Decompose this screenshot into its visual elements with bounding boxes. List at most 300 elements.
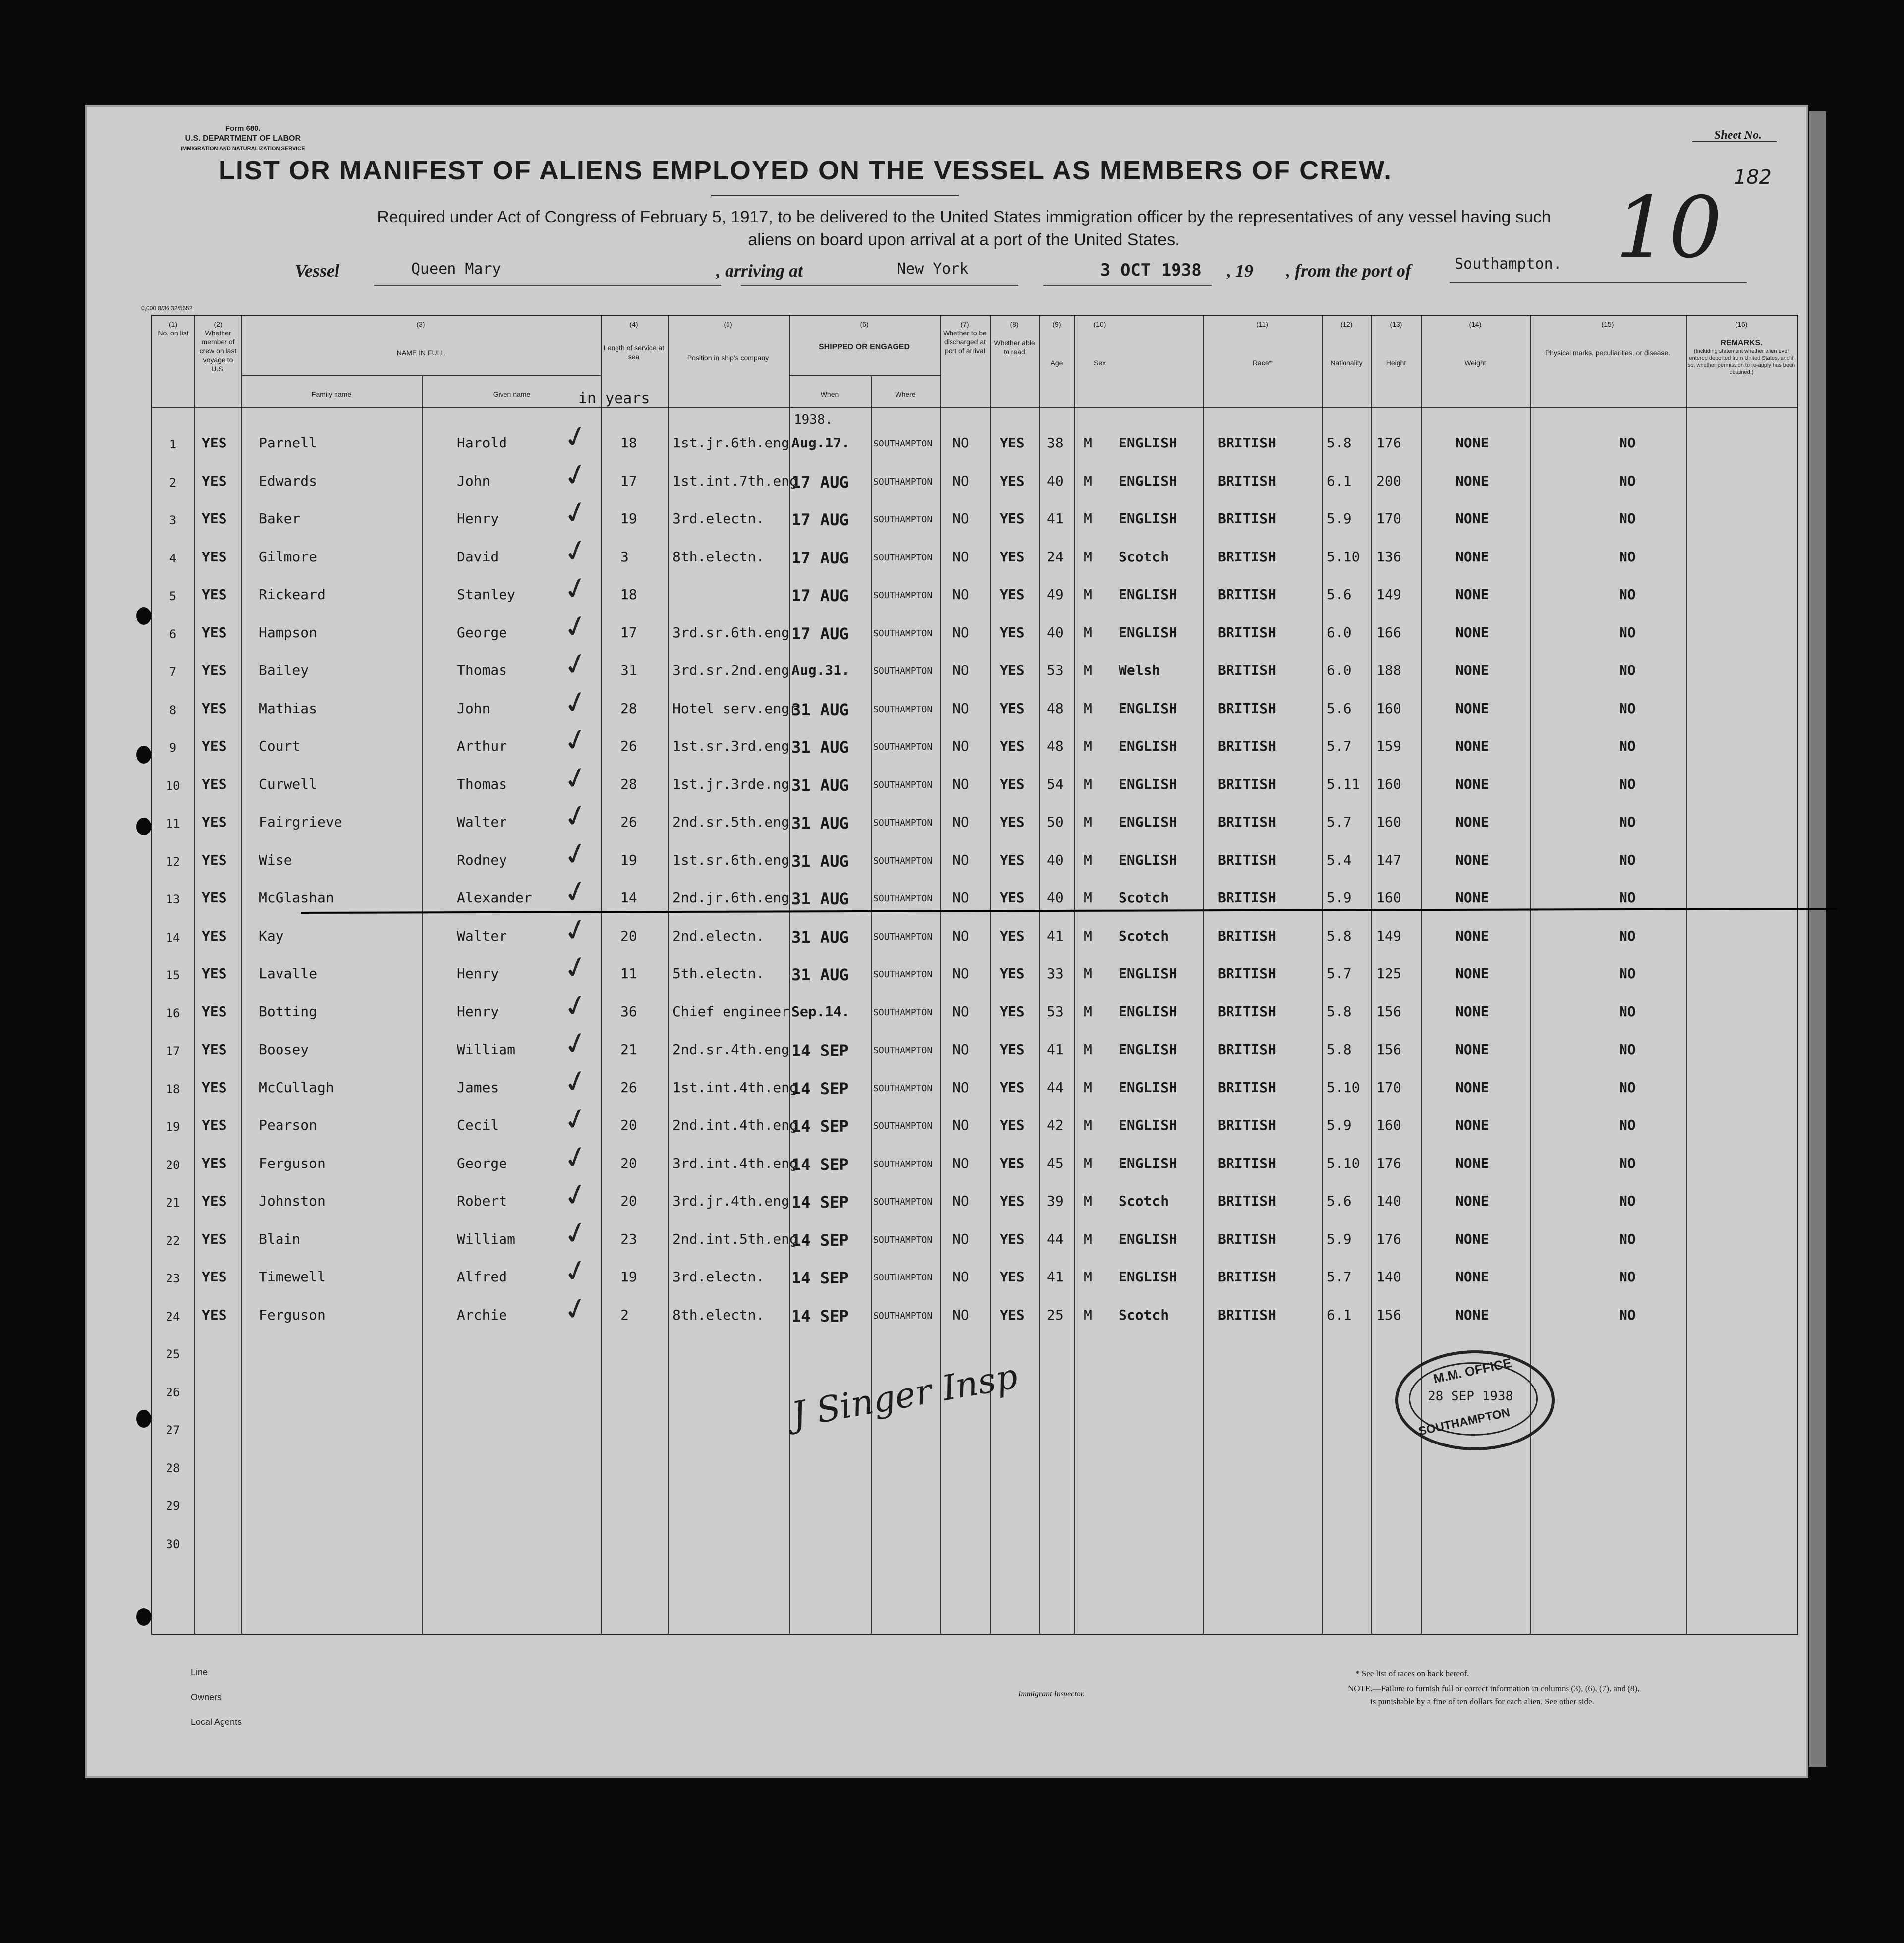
cell-height: 6.1 bbox=[1327, 472, 1352, 489]
cell-shipped-where: SOUTHAMPTON bbox=[873, 1197, 933, 1207]
cell-position: 2nd.sr.4th.eng bbox=[672, 1041, 790, 1057]
cell-height: 6.0 bbox=[1327, 624, 1352, 641]
cell-shipped-when: 31 AUG bbox=[791, 965, 849, 984]
cell-age: 33 bbox=[1047, 965, 1064, 982]
cell-crew-flag: YES bbox=[202, 624, 227, 641]
cell-physical-marks: NONE bbox=[1456, 738, 1489, 754]
cell-age: 45 bbox=[1047, 1155, 1064, 1171]
cell-crew-flag: YES bbox=[202, 1041, 227, 1057]
cell-discharged: NO bbox=[952, 889, 969, 906]
check-mark-icon: ✓ bbox=[559, 607, 593, 647]
row-number: 2 bbox=[169, 475, 177, 490]
cell-able-to-read: YES bbox=[1000, 851, 1025, 868]
cell-age: 48 bbox=[1047, 700, 1064, 717]
cell-position: 1st.int.7th.eng bbox=[672, 472, 798, 489]
col-divider bbox=[601, 316, 602, 1634]
cell-height: 5.6 bbox=[1327, 586, 1352, 603]
cell-remarks: NO bbox=[1619, 1269, 1636, 1285]
check-mark-icon: ✓ bbox=[559, 1061, 593, 1102]
cell-able-to-read: YES bbox=[1000, 472, 1025, 489]
cell-family-name: Botting bbox=[259, 1003, 318, 1020]
vessel-name: Queen Mary bbox=[411, 260, 501, 278]
cell-height: 5.8 bbox=[1327, 435, 1352, 451]
cell-shipped-where: SOUTHAMPTON bbox=[873, 1159, 933, 1169]
cell-remarks: NO bbox=[1619, 851, 1636, 868]
cell-position: 3rd.jr.4th.eng bbox=[672, 1193, 790, 1209]
punch-hole bbox=[136, 818, 151, 835]
cell-family-name: Bailey bbox=[259, 662, 309, 678]
cell-discharged: NO bbox=[952, 1306, 969, 1323]
cell-height: 5.8 bbox=[1327, 1041, 1352, 1057]
cell-able-to-read: YES bbox=[1000, 814, 1025, 830]
cell-family-name: Curwell bbox=[259, 776, 318, 792]
cell-able-to-read: YES bbox=[1000, 510, 1025, 527]
cell-discharged: NO bbox=[952, 472, 969, 489]
sheet-no-line bbox=[1692, 141, 1777, 142]
cell-sex: M bbox=[1084, 700, 1092, 717]
cell-crew-flag: YES bbox=[202, 435, 227, 451]
cell-service-years: 26 bbox=[620, 738, 637, 754]
cell-remarks: NO bbox=[1619, 472, 1636, 489]
document-subtitle bbox=[270, 206, 1658, 251]
cell-given-name: Henry bbox=[457, 1003, 499, 1020]
cell-nationality: BRITISH bbox=[1218, 1079, 1277, 1096]
cell-race: ENGLISH bbox=[1119, 1269, 1177, 1285]
cell-able-to-read: YES bbox=[1000, 1155, 1025, 1171]
cell-age: 44 bbox=[1047, 1079, 1064, 1096]
punch-hole bbox=[136, 746, 151, 764]
cell-weight: 125 bbox=[1376, 965, 1401, 982]
cell-shipped-when: 14 SEP bbox=[791, 1155, 849, 1174]
row-number: 24 bbox=[166, 1309, 180, 1324]
cell-physical-marks: NONE bbox=[1456, 1041, 1489, 1057]
cell-discharged: NO bbox=[952, 586, 969, 603]
cell-shipped-where: SOUTHAMPTON bbox=[873, 1310, 933, 1321]
cell-age: 24 bbox=[1047, 548, 1064, 565]
check-mark-icon: ✓ bbox=[559, 910, 593, 950]
cell-family-name: Fairgrieve bbox=[259, 814, 342, 830]
check-mark-icon: ✓ bbox=[559, 531, 593, 571]
cell-age: 40 bbox=[1047, 851, 1064, 868]
cell-age: 40 bbox=[1047, 889, 1064, 906]
cell-height: 5.10 bbox=[1327, 1155, 1360, 1171]
col-divider bbox=[194, 316, 195, 1634]
cell-given-name: Thomas bbox=[457, 776, 507, 792]
row-number: 20 bbox=[166, 1158, 180, 1172]
cell-weight: 149 bbox=[1376, 586, 1401, 603]
cell-sex: M bbox=[1084, 776, 1092, 792]
cell-remarks: NO bbox=[1619, 510, 1636, 527]
header-bottom-rule bbox=[152, 407, 1797, 408]
cell-remarks: NO bbox=[1619, 700, 1636, 717]
penalty-note-1: NOTE.—Failure to furnish full or correct information in columns (3), (6), (7), and (8), bbox=[1348, 1684, 1640, 1693]
cell-race: ENGLISH bbox=[1119, 435, 1177, 451]
cell-service-years: 19 bbox=[620, 510, 637, 527]
row-number: 30 bbox=[166, 1537, 180, 1551]
row-number: 23 bbox=[166, 1272, 180, 1285]
cell-remarks: NO bbox=[1619, 889, 1636, 906]
cell-nationality: BRITISH bbox=[1218, 889, 1277, 906]
cell-race: ENGLISH bbox=[1119, 586, 1177, 603]
cell-service-years: 19 bbox=[620, 1269, 637, 1285]
cell-shipped-where: SOUTHAMPTON bbox=[873, 779, 933, 790]
row-number: 1 bbox=[169, 438, 177, 451]
cell-remarks: NO bbox=[1619, 548, 1636, 565]
cell-weight: 170 bbox=[1376, 1079, 1401, 1096]
cell-shipped-when: 17 AUG bbox=[791, 510, 849, 529]
punch-hole bbox=[136, 1410, 151, 1428]
cell-height: 5.9 bbox=[1327, 510, 1352, 527]
cell-able-to-read: YES bbox=[1000, 889, 1025, 906]
cell-physical-marks: NONE bbox=[1456, 1230, 1489, 1247]
cell-shipped-when: 31 AUG bbox=[791, 889, 849, 908]
cell-race: ENGLISH bbox=[1119, 510, 1177, 527]
row-number: 22 bbox=[166, 1233, 180, 1248]
cell-position: 1st.jr.3rde.ng bbox=[672, 776, 790, 792]
cell-remarks: NO bbox=[1619, 1155, 1636, 1171]
cell-physical-marks: NONE bbox=[1456, 624, 1489, 641]
cell-weight: 176 bbox=[1376, 1155, 1401, 1171]
row-number: 8 bbox=[169, 703, 177, 717]
cell-given-name: David bbox=[457, 548, 499, 565]
cell-sex: M bbox=[1084, 472, 1092, 489]
cell-shipped-where: SOUTHAMPTON bbox=[873, 742, 933, 752]
cell-crew-flag: YES bbox=[202, 1193, 227, 1209]
header-c3a: Family name bbox=[311, 390, 352, 398]
cell-height: 5.6 bbox=[1327, 1193, 1352, 1209]
row-number: 6 bbox=[169, 627, 177, 641]
col-divider bbox=[1322, 316, 1323, 1634]
cell-discharged: NO bbox=[952, 851, 969, 868]
header-c8: (8) Whether able to read bbox=[994, 320, 1035, 356]
row-number: 15 bbox=[166, 968, 180, 982]
year-header: 1938. bbox=[794, 412, 833, 427]
cell-shipped-where: SOUTHAMPTON bbox=[873, 1121, 933, 1131]
cell-physical-marks: NONE bbox=[1456, 662, 1489, 678]
cell-weight: 156 bbox=[1376, 1306, 1401, 1323]
cell-physical-marks: NONE bbox=[1456, 1155, 1489, 1171]
header-c4: (4) Length of service at sea bbox=[603, 320, 665, 361]
cell-shipped-where: SOUTHAMPTON bbox=[873, 514, 933, 525]
sheet-no-label: Sheet No. bbox=[1714, 129, 1762, 142]
cell-able-to-read: YES bbox=[1000, 1117, 1025, 1133]
cell-shipped-where: SOUTHAMPTON bbox=[873, 1007, 933, 1018]
header-c14: (14) Weight bbox=[1464, 320, 1486, 367]
col-divider bbox=[871, 375, 872, 1634]
arriving-label: , arriving at bbox=[716, 261, 803, 280]
col-divider bbox=[789, 316, 790, 1634]
cell-discharged: NO bbox=[952, 1193, 969, 1209]
cell-service-years: 11 bbox=[620, 965, 637, 982]
cell-sex: M bbox=[1084, 586, 1092, 603]
cell-remarks: NO bbox=[1619, 814, 1636, 830]
cell-sex: M bbox=[1084, 1269, 1092, 1285]
cell-crew-flag: YES bbox=[202, 776, 227, 792]
cell-crew-flag: YES bbox=[202, 1269, 227, 1285]
cell-race: ENGLISH bbox=[1119, 1041, 1177, 1057]
cell-given-name: Thomas bbox=[457, 662, 507, 678]
row-number: 18 bbox=[166, 1082, 180, 1096]
cell-shipped-when: 14 SEP bbox=[791, 1041, 849, 1060]
cell-shipped-when: 14 SEP bbox=[791, 1117, 849, 1136]
cell-sex: M bbox=[1084, 1155, 1092, 1171]
cell-race: ENGLISH bbox=[1119, 624, 1177, 641]
cell-able-to-read: YES bbox=[1000, 738, 1025, 754]
cell-able-to-read: YES bbox=[1000, 1041, 1025, 1057]
arrival-date-stamp: 3 OCT 1938 bbox=[1100, 260, 1202, 280]
cell-given-name: Archie bbox=[457, 1306, 507, 1323]
cell-service-years: 18 bbox=[620, 435, 637, 451]
cell-nationality: BRITISH bbox=[1218, 472, 1277, 489]
row-number: 3 bbox=[169, 513, 177, 527]
row-number: 12 bbox=[166, 854, 180, 869]
cell-sex: M bbox=[1084, 927, 1092, 944]
cell-physical-marks: NONE bbox=[1456, 548, 1489, 565]
cell-discharged: NO bbox=[952, 1155, 969, 1171]
cell-sex: M bbox=[1084, 1306, 1092, 1323]
check-mark-icon: ✓ bbox=[559, 834, 593, 874]
cell-position: 1st.jr.6th.eng bbox=[672, 435, 790, 451]
title-rule bbox=[711, 195, 959, 196]
header-c1: (1) No. on list bbox=[158, 320, 189, 337]
cell-age: 41 bbox=[1047, 1269, 1064, 1285]
header-c3: (3) NAME IN FULL bbox=[396, 320, 445, 357]
cell-physical-marks: NONE bbox=[1456, 927, 1489, 944]
cell-shipped-when: 31 AUG bbox=[791, 738, 849, 757]
cell-shipped-where: SOUTHAMPTON bbox=[873, 818, 933, 828]
cell-position: 2nd.int.4th.eng bbox=[672, 1117, 798, 1133]
cell-nationality: BRITISH bbox=[1218, 435, 1277, 451]
footer-inspector-label: Immigrant Inspector. bbox=[1018, 1690, 1085, 1698]
cell-height: 5.7 bbox=[1327, 965, 1352, 982]
cell-age: 48 bbox=[1047, 738, 1064, 754]
cell-able-to-read: YES bbox=[1000, 586, 1025, 603]
page-edge bbox=[1809, 111, 1826, 1767]
cell-shipped-when: Sep.14. bbox=[791, 1003, 850, 1020]
cell-crew-flag: YES bbox=[202, 510, 227, 527]
cell-nationality: BRITISH bbox=[1218, 965, 1277, 982]
header-c5: (5) Position in ship's company bbox=[687, 320, 769, 362]
seal-bottom-text: SOUTHAMPTON bbox=[1417, 1405, 1512, 1439]
cell-sex: M bbox=[1084, 814, 1092, 830]
cell-shipped-where: SOUTHAMPTON bbox=[873, 969, 933, 980]
cell-physical-marks: NONE bbox=[1456, 776, 1489, 792]
year-label: , 19 bbox=[1227, 261, 1253, 280]
cell-position: Hotel serv.engr bbox=[672, 700, 798, 717]
cell-age: 41 bbox=[1047, 1041, 1064, 1057]
cell-height: 5.11 bbox=[1327, 776, 1360, 792]
cell-height: 5.6 bbox=[1327, 700, 1352, 717]
cell-shipped-when: 31 AUG bbox=[791, 814, 849, 833]
cell-nationality: BRITISH bbox=[1218, 738, 1277, 754]
cell-position: 1st.int.4th.eng bbox=[672, 1079, 798, 1096]
cell-shipped-where: SOUTHAMPTON bbox=[873, 931, 933, 942]
cell-family-name: Wise bbox=[259, 851, 292, 868]
penalty-note-2: is punishable by a fine of ten dollars for each alien. See other side. bbox=[1370, 1697, 1594, 1706]
row-number: 26 bbox=[166, 1385, 180, 1399]
cell-discharged: NO bbox=[952, 1003, 969, 1020]
cell-remarks: NO bbox=[1619, 1041, 1636, 1057]
cell-position: 3rd.sr.2nd.eng bbox=[672, 662, 790, 678]
cell-sex: M bbox=[1084, 738, 1092, 754]
cell-age: 38 bbox=[1047, 435, 1064, 451]
cell-given-name: John bbox=[457, 472, 491, 489]
cell-sex: M bbox=[1084, 851, 1092, 868]
form-number: Form 680. bbox=[225, 124, 261, 133]
header-c10-label: (10) Sex bbox=[1093, 320, 1106, 367]
race-footnote: * See list of races on back hereof. bbox=[1355, 1669, 1469, 1678]
cell-race: ENGLISH bbox=[1119, 814, 1177, 830]
cell-discharged: NO bbox=[952, 776, 969, 792]
cell-nationality: BRITISH bbox=[1218, 1003, 1277, 1020]
form-identifier bbox=[181, 124, 305, 154]
cell-crew-flag: YES bbox=[202, 927, 227, 944]
from-label: , from the port of bbox=[1286, 261, 1412, 280]
department: U.S. DEPARTMENT OF LABOR bbox=[185, 134, 301, 143]
col-divider bbox=[668, 316, 669, 1634]
cell-able-to-read: YES bbox=[1000, 1306, 1025, 1323]
cell-height: 6.0 bbox=[1327, 662, 1352, 678]
subtitle-line-1: Required under Act of Congress of February 5, 1917, to be delivered to the United States immigration officer by the representatives of any vessel having such bbox=[377, 208, 1551, 226]
cell-given-name: John bbox=[457, 700, 491, 717]
cell-discharged: NO bbox=[952, 435, 969, 451]
cell-service-years: 17 bbox=[620, 624, 637, 641]
cell-remarks: NO bbox=[1619, 776, 1636, 792]
cell-shipped-when: 14 SEP bbox=[791, 1306, 849, 1326]
cell-shipped-where: SOUTHAMPTON bbox=[873, 1234, 933, 1245]
cell-family-name: Gilmore bbox=[259, 548, 318, 565]
cell-shipped-where: SOUTHAMPTON bbox=[873, 893, 933, 904]
cell-nationality: BRITISH bbox=[1218, 700, 1277, 717]
cell-given-name: Henry bbox=[457, 965, 499, 982]
cell-shipped-when: 17 AUG bbox=[791, 548, 849, 567]
cell-physical-marks: NONE bbox=[1456, 1003, 1489, 1020]
check-mark-icon: ✓ bbox=[559, 682, 593, 722]
cell-family-name: Boosey bbox=[259, 1041, 309, 1057]
cell-able-to-read: YES bbox=[1000, 1230, 1025, 1247]
cell-weight: 160 bbox=[1376, 889, 1401, 906]
cell-nationality: BRITISH bbox=[1218, 548, 1277, 565]
cell-position: 2nd.electn. bbox=[672, 927, 765, 944]
cell-position: 1st.sr.6th.eng bbox=[672, 851, 790, 868]
row-number: 14 bbox=[166, 930, 180, 944]
cell-physical-marks: NONE bbox=[1456, 814, 1489, 830]
cell-discharged: NO bbox=[952, 548, 969, 565]
cell-sex: M bbox=[1084, 965, 1092, 982]
cell-able-to-read: YES bbox=[1000, 927, 1025, 944]
cell-given-name: Robert bbox=[457, 1193, 507, 1209]
document-title: LIST OR MANIFEST OF ALIENS EMPLOYED ON THE VESSEL AS MEMBERS OF CREW. bbox=[218, 156, 1393, 185]
cell-given-name: Arthur bbox=[457, 738, 507, 754]
header-c3b: Given name bbox=[493, 390, 531, 398]
page-number: 182 bbox=[1734, 166, 1772, 189]
cell-crew-flag: YES bbox=[202, 814, 227, 830]
cell-given-name: Alfred bbox=[457, 1269, 507, 1285]
header-rule bbox=[241, 375, 601, 376]
cell-age: 50 bbox=[1047, 814, 1064, 830]
cell-able-to-read: YES bbox=[1000, 1079, 1025, 1096]
cell-height: 5.7 bbox=[1327, 814, 1352, 830]
crew-table bbox=[151, 315, 1798, 1635]
cell-position: 2nd.int.5th.eng bbox=[672, 1230, 798, 1247]
cell-age: 25 bbox=[1047, 1306, 1064, 1323]
cell-shipped-where: SOUTHAMPTON bbox=[873, 666, 933, 676]
cell-height: 5.4 bbox=[1327, 851, 1352, 868]
cell-sex: M bbox=[1084, 1079, 1092, 1096]
cell-race: Welsh bbox=[1119, 662, 1161, 678]
cell-weight: 188 bbox=[1376, 662, 1401, 678]
cell-position: 3rd.int.4th.eng bbox=[672, 1155, 798, 1171]
cell-weight: 176 bbox=[1376, 1230, 1401, 1247]
cell-remarks: NO bbox=[1619, 1306, 1636, 1323]
cell-position: 1st.sr.3rd.eng bbox=[672, 738, 790, 754]
cell-given-name: Alexander bbox=[457, 889, 532, 906]
cell-race: ENGLISH bbox=[1119, 776, 1177, 792]
cell-race: ENGLISH bbox=[1119, 700, 1177, 717]
cell-weight: 140 bbox=[1376, 1269, 1401, 1285]
cell-service-years: 20 bbox=[620, 927, 637, 944]
cell-discharged: NO bbox=[952, 624, 969, 641]
cell-discharged: NO bbox=[952, 1041, 969, 1057]
cell-service-years: 17 bbox=[620, 472, 637, 489]
cell-crew-flag: YES bbox=[202, 889, 227, 906]
row-number: 27 bbox=[166, 1423, 180, 1437]
cell-weight: 160 bbox=[1376, 776, 1401, 792]
cell-able-to-read: YES bbox=[1000, 700, 1025, 717]
punch-hole bbox=[136, 607, 151, 625]
strike-through-line bbox=[301, 908, 1837, 914]
cell-discharged: NO bbox=[952, 1269, 969, 1285]
cell-given-name: William bbox=[457, 1041, 516, 1057]
cell-given-name: Harold bbox=[457, 435, 507, 451]
cell-race: Scotch bbox=[1119, 1193, 1169, 1209]
cell-height: 5.8 bbox=[1327, 1003, 1352, 1020]
cell-weight: 156 bbox=[1376, 1041, 1401, 1057]
cell-remarks: NO bbox=[1619, 435, 1636, 451]
cell-shipped-when: 31 AUG bbox=[791, 851, 849, 871]
cell-remarks: NO bbox=[1619, 1230, 1636, 1247]
header-c16: (16) REMARKS. (Including statement whether alien ever entered deported from United States, and if so, whether permission to re-apply has been obtained.) bbox=[1687, 320, 1795, 375]
cell-nationality: BRITISH bbox=[1218, 1230, 1277, 1247]
cell-service-years: 28 bbox=[620, 700, 637, 717]
cell-discharged: NO bbox=[952, 1079, 969, 1096]
from-field-line bbox=[1450, 282, 1747, 283]
check-mark-icon: ✓ bbox=[559, 947, 593, 988]
cell-race: Scotch bbox=[1119, 548, 1169, 565]
cell-remarks: NO bbox=[1619, 1079, 1636, 1096]
cell-shipped-where: SOUTHAMPTON bbox=[873, 855, 933, 866]
cell-race: Scotch bbox=[1119, 927, 1169, 944]
cell-race: Scotch bbox=[1119, 889, 1169, 906]
footer-agents-label: Local Agents bbox=[191, 1717, 242, 1727]
cell-crew-flag: YES bbox=[202, 548, 227, 565]
header-c6b: Where bbox=[895, 390, 916, 398]
cell-remarks: NO bbox=[1619, 738, 1636, 754]
cell-sex: M bbox=[1084, 1117, 1092, 1133]
row-number: 7 bbox=[169, 665, 177, 679]
cell-shipped-where: SOUTHAMPTON bbox=[873, 628, 933, 639]
cell-crew-flag: YES bbox=[202, 965, 227, 982]
cell-shipped-where: SOUTHAMPTON bbox=[873, 1273, 933, 1283]
cell-given-name: James bbox=[457, 1079, 499, 1096]
manifest-sheet bbox=[87, 107, 1806, 1776]
cell-service-years: 14 bbox=[620, 889, 637, 906]
col-divider bbox=[940, 316, 941, 1634]
cell-weight: 140 bbox=[1376, 1193, 1401, 1209]
cell-shipped-when: 31 AUG bbox=[791, 927, 849, 946]
cell-age: 41 bbox=[1047, 927, 1064, 944]
cell-family-name: McCullagh bbox=[259, 1079, 334, 1096]
